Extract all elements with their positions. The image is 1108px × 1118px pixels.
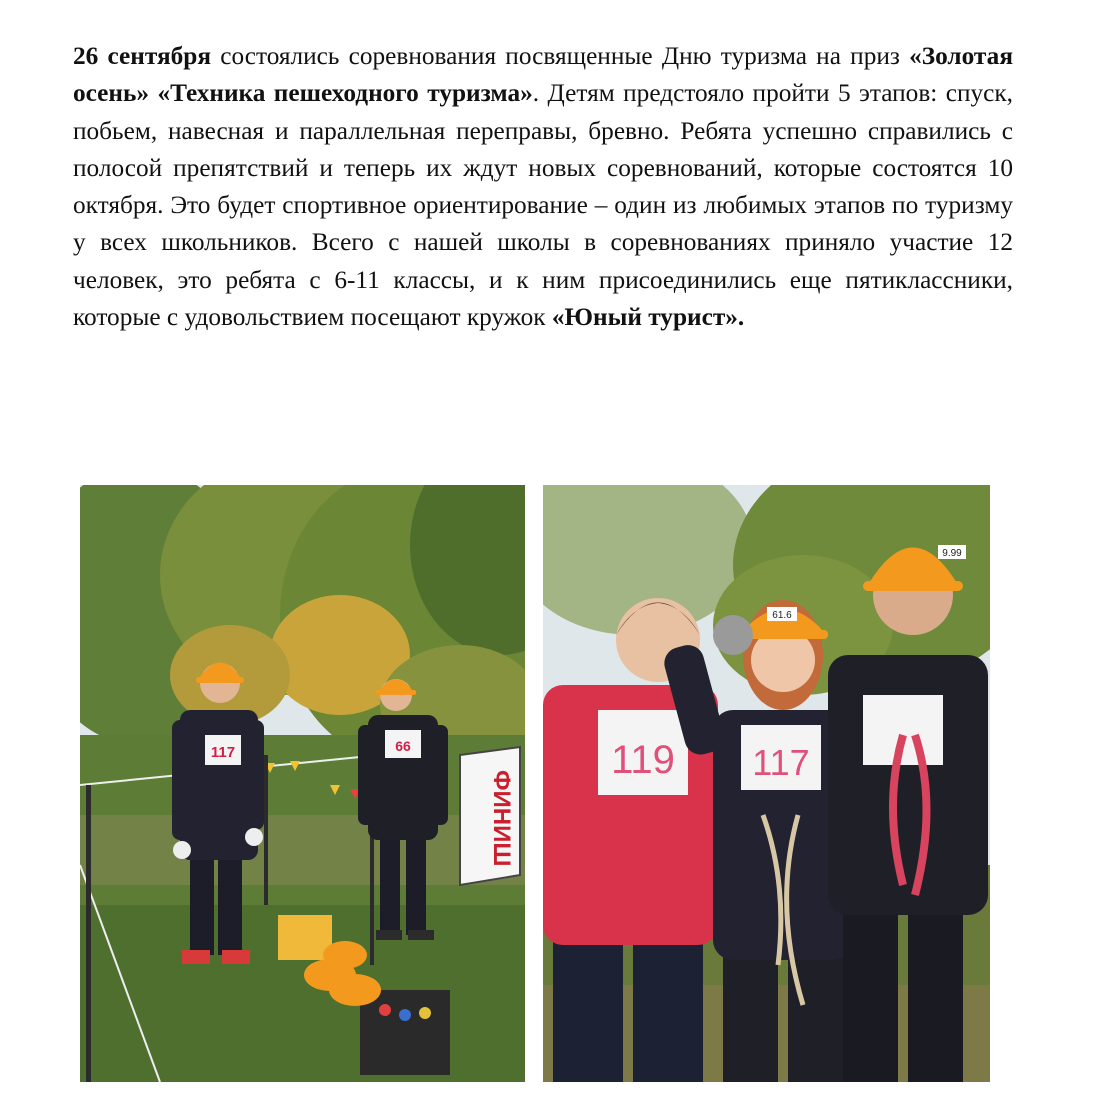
- helmet-number-2: 61.6: [772, 610, 792, 621]
- finish-sign-label: ФИНИШ: [488, 770, 515, 867]
- article-text-part-1: состоялись соревнования посвященные Дню туризма на приз: [211, 42, 910, 70]
- bib-number-left-1: 117: [210, 744, 236, 761]
- photo-right-illustration: [543, 485, 990, 1082]
- article-prize-name: «Золотая осень» «Техника пешеходного туризма»: [73, 42, 1014, 108]
- article-text: [73, 38, 1013, 336]
- finish-sign: [460, 747, 520, 885]
- helmet-number-3: 9.99: [942, 548, 962, 559]
- bib-number-right-2: 117: [752, 742, 810, 783]
- article-text-part-2: . Детям предстояло пройти 5 этапов: спуск, побьем, навесная и параллельная переправы, бревно. Ребята успешно справились с полосой препятствий и теперь их ждут новых соревнований, которые состоятся 10 октября. Это будет спортивное ориентирование – один из любимых этапов по туризму у всех школьников. Всего с нашей школы в соревнованиях приняло участие 12 человек, это ребята с 6-11 классы, и к ним присоединились еще пятиклассники, которые с удовольствием посещают кружок: [73, 79, 1013, 332]
- bib-number-left-2: 66: [395, 738, 411, 754]
- bib-number-right-1: 119: [611, 738, 675, 782]
- article-club-name: «Юный турист».: [551, 303, 745, 332]
- article-date: 26 сентября: [73, 42, 212, 70]
- photo-left-illustration: [80, 485, 525, 1082]
- photo-right: [543, 485, 990, 1082]
- photo-left: [80, 485, 525, 1082]
